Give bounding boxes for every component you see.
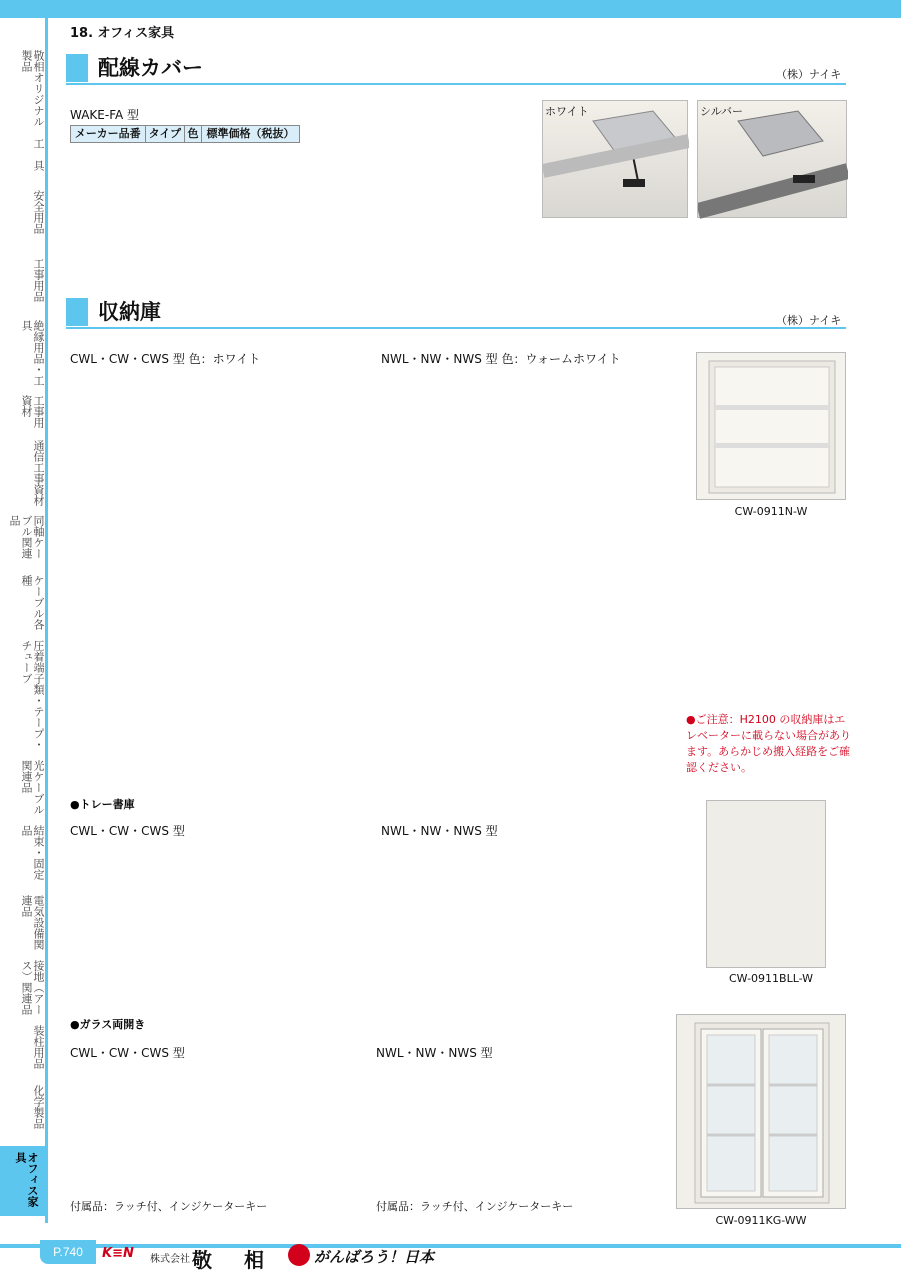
sidebar-tab-active[interactable]: オフィス家具 — [0, 1146, 48, 1216]
series-label-cw: CWL・CW・CWS 型 色：ホワイト — [70, 352, 261, 366]
photo-label-white: ホワイト — [545, 105, 589, 118]
subsection-title-tray: ●トレー書庫 — [70, 798, 135, 811]
sidebar-tab[interactable]: 工事用資材 — [20, 395, 45, 428]
product-photo-white — [542, 100, 688, 218]
photo-caption-tray: CW-0911BLL-W — [728, 972, 814, 985]
series-label-nw: NWL・NW・NWS 型 色：ウォームホワイト — [381, 352, 621, 366]
sidebar-tab[interactable]: ケーブル各種 — [20, 575, 45, 630]
sidebar-tab[interactable]: 電気設備関連品 — [20, 895, 45, 950]
series-label-cw: CWL・CW・CWS 型 — [70, 824, 185, 838]
section-header-wiring-cover — [66, 54, 846, 82]
wiring-cover-table-white — [70, 125, 300, 143]
brand-char-1: 敬 — [192, 1248, 212, 1272]
kan-logo: K≡N — [102, 1246, 134, 1261]
sidebar-tab[interactable]: 結束・固定品 — [20, 825, 45, 880]
sidebar-tab[interactable]: 光ケーブル関連品 — [20, 760, 45, 815]
series-label-nw: NWL・NW・NWS 型 — [381, 824, 498, 838]
model-label: WAKE-FA 型 — [70, 108, 140, 122]
slogan: がんばろう！日本 — [314, 1248, 435, 1266]
sidebar-tab[interactable]: 通信工事資材 — [32, 440, 45, 506]
page-number: P.740 — [40, 1240, 96, 1264]
section-title: 配線カバー — [98, 56, 203, 80]
top-color-bar — [0, 0, 901, 18]
sidebar-tab[interactable]: 工事用品 — [32, 258, 45, 302]
maker-name: （株）ナイキ — [776, 68, 842, 81]
column-header: 色 — [185, 126, 202, 143]
photo-caption-glass: CW-0911KG-WW — [715, 1214, 807, 1227]
sidebar-tab[interactable]: 敬相オリジナル製品 — [20, 50, 45, 127]
series-label-cw: CWL・CW・CWS 型 — [70, 1046, 185, 1060]
sidebar-tab[interactable]: 化学製品 — [32, 1085, 45, 1129]
bottom-color-bar — [0, 1244, 901, 1248]
product-photo-storage — [696, 352, 846, 500]
maker-name: （株）ナイキ — [776, 314, 842, 327]
brand-char-2: 相 — [244, 1248, 264, 1272]
photo-caption-storage: CW-0911N-W — [734, 505, 808, 518]
column-header: タイプ — [145, 126, 184, 143]
product-photo-silver — [697, 100, 847, 218]
accessory-note-right: 付属品：ラッチ付、インジケーターキー — [376, 1200, 574, 1213]
sidebar-tab[interactable]: 絶縁用品・工具 — [20, 320, 45, 386]
company-type: 株式会社 — [150, 1254, 190, 1265]
section-header-storage — [66, 298, 846, 326]
caution-note: ●ご注意：H2100 の収納庫はエレベーターに載らない場合があります。あらかじめ搬入経路をご確認ください。 — [686, 713, 851, 774]
sidebar-tab[interactable]: 装柱用品 — [32, 1025, 45, 1069]
sidebar-tab[interactable]: 工 具 — [32, 138, 45, 171]
sun-icon — [288, 1244, 310, 1266]
sidebar-tab[interactable]: 圧着端子類・テープ・チューブ — [20, 640, 45, 750]
accessory-note-left: 付属品：ラッチ付、インジケーターキー — [70, 1200, 268, 1213]
column-header: 標準価格（税抜） — [201, 126, 299, 143]
table-row — [71, 126, 300, 143]
category-sidebar — [0, 18, 48, 1223]
subsection-title-glass: ●ガラス両開き — [70, 1018, 146, 1031]
column-header: メーカー品番 — [71, 126, 146, 143]
chapter-title: 18. オフィス家具 — [70, 26, 175, 41]
sidebar-tab[interactable]: 接地（アース）関連品 — [20, 960, 45, 1015]
product-photo-tray — [706, 800, 826, 968]
section-title: 収納庫 — [98, 300, 161, 324]
photo-label-silver: シルバー — [700, 105, 743, 118]
product-photo-glass — [676, 1014, 846, 1209]
series-label-nw: NWL・NW・NWS 型 — [376, 1046, 493, 1060]
sidebar-tab[interactable]: 安全用品 — [32, 190, 45, 234]
sidebar-tab[interactable]: 同軸ケーブル関連品 — [8, 515, 45, 559]
